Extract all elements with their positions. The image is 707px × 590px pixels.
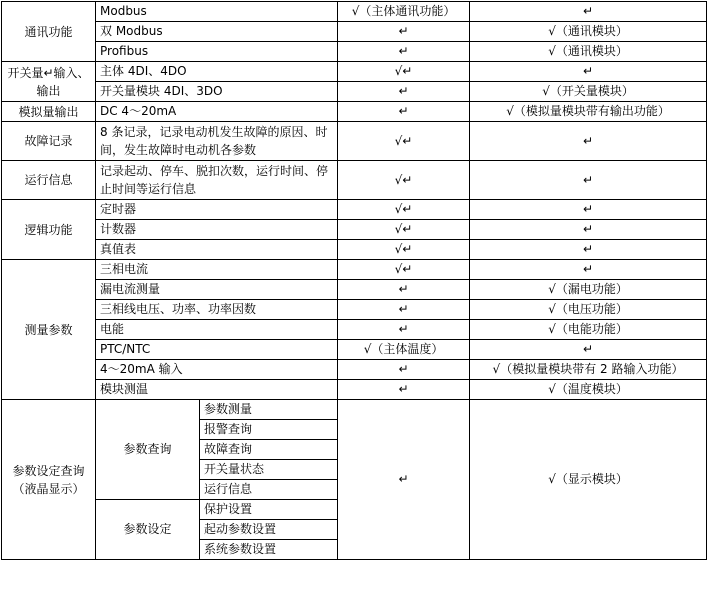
main-unit-cell: √↵ xyxy=(338,220,470,240)
table-row xyxy=(2,82,707,102)
item-cell: Modbus xyxy=(96,2,338,22)
module-cell: √（温度模块） xyxy=(470,380,707,400)
table-row xyxy=(2,400,707,420)
table-row xyxy=(2,360,707,380)
module-cell: √（模拟量模块带有 2 路输入功能） xyxy=(470,360,707,380)
module-cell: ↵ xyxy=(470,220,707,240)
item-cell: 双 Modbus xyxy=(96,22,338,42)
setting-item: 保护设置 xyxy=(200,500,338,520)
main-unit-cell: ↵ xyxy=(338,22,470,42)
table-row xyxy=(2,2,707,22)
function-comparison-table xyxy=(1,1,707,560)
main-unit-cell: √↵ xyxy=(338,122,470,161)
item-cell: 记录起动、停车、脱扣次数，运行时间、停止时间等运行信息 xyxy=(96,161,338,200)
table-row xyxy=(2,122,707,161)
subgroup-label-query: 参数查询 xyxy=(96,400,200,500)
main-unit-cell: ↵ xyxy=(338,380,470,400)
table-row xyxy=(2,340,707,360)
main-unit-cell: ↵ xyxy=(338,42,470,62)
group-label-logic: 逻辑功能 xyxy=(2,200,96,260)
group-label-fault: 故障记录 xyxy=(2,122,96,161)
main-unit-cell: √（主体通讯功能） xyxy=(338,2,470,22)
main-unit-cell: ↵ xyxy=(338,82,470,102)
main-unit-cell: ↵ xyxy=(338,360,470,380)
group-label-io: 开关量↵输入、输出 xyxy=(2,62,96,102)
module-cell: ↵ xyxy=(470,340,707,360)
module-cell: ↵ xyxy=(470,240,707,260)
item-cell: 4～20mA 输入 xyxy=(96,360,338,380)
table-row xyxy=(2,320,707,340)
item-cell: 定时器 xyxy=(96,200,338,220)
table-row xyxy=(2,380,707,400)
item-cell: 8 条记录，记录电动机发生故障的原因、时间，发生故障时电动机各参数 xyxy=(96,122,338,161)
module-cell: √（通讯模块） xyxy=(470,22,707,42)
setting-item: 报警查询 xyxy=(200,420,338,440)
table-row xyxy=(2,62,707,82)
item-cell: 真值表 xyxy=(96,240,338,260)
module-cell: √（通讯模块） xyxy=(470,42,707,62)
setting-item: 系统参数设置 xyxy=(200,540,338,560)
setting-item: 起动参数设置 xyxy=(200,520,338,540)
table-row xyxy=(2,240,707,260)
main-unit-cell: ↵ xyxy=(338,300,470,320)
module-cell: √（漏电功能） xyxy=(470,280,707,300)
module-cell: √（模拟量模块带有输出功能） xyxy=(470,102,707,122)
table-row xyxy=(2,42,707,62)
module-cell: √（显示模块） xyxy=(470,400,707,560)
table-row xyxy=(2,260,707,280)
item-cell: 开关量模块 4DI、3DO xyxy=(96,82,338,102)
item-cell: 电能 xyxy=(96,320,338,340)
group-label-analog-out: 模拟量输出 xyxy=(2,102,96,122)
setting-item: 参数测量 xyxy=(200,400,338,420)
main-unit-cell: √（主体温度） xyxy=(338,340,470,360)
module-cell: √（电能功能） xyxy=(470,320,707,340)
item-cell: 主体 4DI、4DO xyxy=(96,62,338,82)
module-cell: ↵ xyxy=(470,62,707,82)
main-unit-cell: √↵ xyxy=(338,240,470,260)
item-cell: 三相电流 xyxy=(96,260,338,280)
module-cell: ↵ xyxy=(470,260,707,280)
table-row xyxy=(2,280,707,300)
module-cell: ↵ xyxy=(470,161,707,200)
main-unit-cell: ↵ xyxy=(338,280,470,300)
group-label-settings: 参数设定查询（液晶显示） xyxy=(2,400,96,560)
item-cell: Profibus xyxy=(96,42,338,62)
main-unit-cell: √↵ xyxy=(338,62,470,82)
setting-item: 故障查询 xyxy=(200,440,338,460)
table-row xyxy=(2,220,707,240)
item-cell: PTC/NTC xyxy=(96,340,338,360)
main-unit-cell: ↵ xyxy=(338,102,470,122)
module-cell: ↵ xyxy=(470,200,707,220)
group-label-comm: 通讯功能 xyxy=(2,2,96,62)
item-cell: 三相线电压、功率、功率因数 xyxy=(96,300,338,320)
module-cell: ↵ xyxy=(470,122,707,161)
item-cell: 漏电流测量 xyxy=(96,280,338,300)
group-label-measure: 测量参数 xyxy=(2,260,96,400)
module-cell: √（开关量模块） xyxy=(470,82,707,102)
table-row xyxy=(2,300,707,320)
table-row xyxy=(2,161,707,200)
main-unit-cell: √↵ xyxy=(338,200,470,220)
table-row xyxy=(2,22,707,42)
table-row xyxy=(2,102,707,122)
main-unit-cell: ↵ xyxy=(338,400,470,560)
item-cell: DC 4～20mA xyxy=(96,102,338,122)
subgroup-label-set: 参数设定 xyxy=(96,500,200,560)
main-unit-cell: √↵ xyxy=(338,260,470,280)
setting-item: 运行信息 xyxy=(200,480,338,500)
module-cell: √（电压功能） xyxy=(470,300,707,320)
item-cell: 模块测温 xyxy=(96,380,338,400)
main-unit-cell: ↵ xyxy=(338,320,470,340)
item-cell: 计数器 xyxy=(96,220,338,240)
main-unit-cell: √↵ xyxy=(338,161,470,200)
table-row xyxy=(2,200,707,220)
setting-item: 开关量状态 xyxy=(200,460,338,480)
module-cell: ↵ xyxy=(470,2,707,22)
group-label-run: 运行信息 xyxy=(2,161,96,200)
